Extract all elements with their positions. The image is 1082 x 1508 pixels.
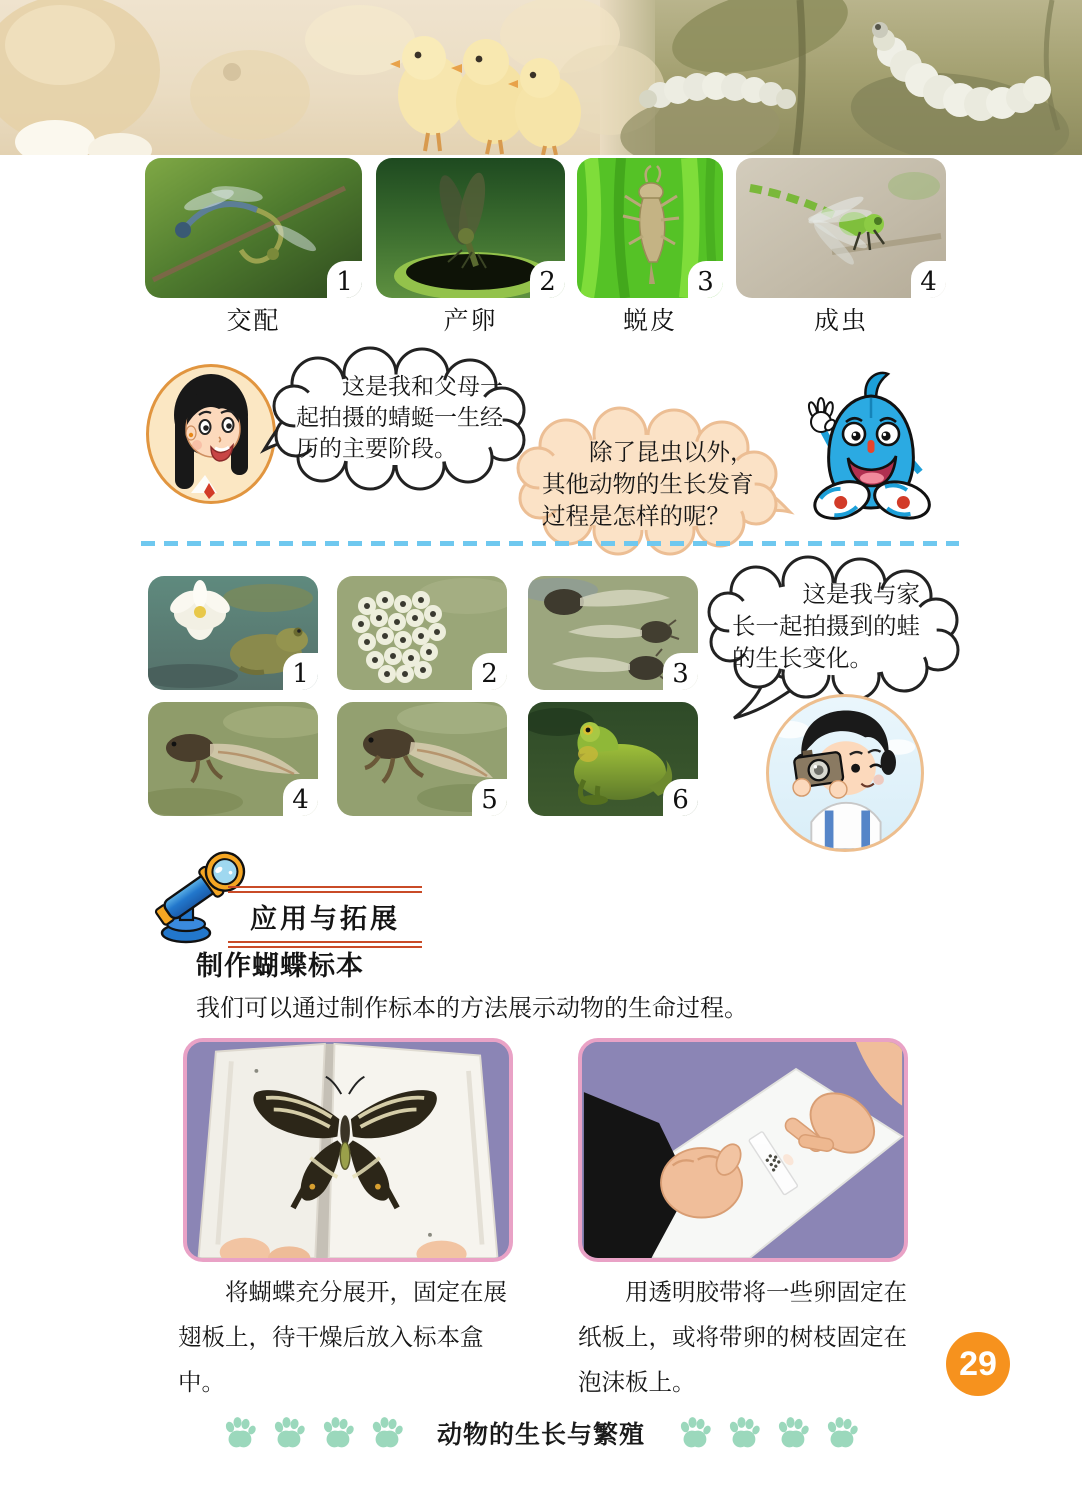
footer-chapter-title: 动物的生长与繁殖 — [436, 1421, 645, 1449]
paw-icon — [272, 1417, 306, 1449]
girl-illustration — [149, 367, 273, 501]
extension-header-box — [228, 886, 422, 948]
paw-icon — [321, 1417, 355, 1449]
figure-number: 6 — [663, 779, 698, 816]
robot-illustration — [796, 370, 946, 530]
frog-photo-froglet — [337, 702, 507, 816]
girl-bubble-text: 这是我和父母一起拍摄的蜻蜓一生经历的主要阶段。 — [296, 374, 503, 462]
paw-icon — [223, 1417, 257, 1449]
boy-bubble-text: 这是我与家长一起拍摄到的蛙的生长变化。 — [732, 580, 920, 672]
paw-icon — [370, 1417, 404, 1449]
stage-label-mating: 交配 — [226, 306, 281, 335]
figure-number: 3 — [663, 653, 698, 690]
robot-speech-bubble — [510, 408, 792, 558]
page-number-badge — [946, 1332, 1010, 1396]
dragonfly-photo-adult — [736, 158, 946, 298]
figure-number: 4 — [911, 261, 946, 298]
robot-mascot — [796, 370, 946, 530]
activity-title: 制作蝴蝶标本 — [196, 951, 364, 981]
extension-header-title: 应用与拓展 — [250, 904, 400, 934]
dragonfly-photo-molting — [577, 158, 723, 298]
boy-with-camera-illustration — [769, 697, 921, 849]
paw-icon — [776, 1417, 810, 1449]
girl-avatar — [146, 364, 276, 504]
frog-photo-tadpoles — [528, 576, 698, 690]
figure-number: 2 — [530, 261, 565, 298]
section-divider — [141, 541, 959, 546]
stage-label-adult: 成虫 — [813, 306, 868, 335]
header-rule-top — [228, 886, 422, 893]
girl-speech-bubble — [266, 350, 536, 495]
paw-icon — [825, 1417, 859, 1449]
paw-icon — [727, 1417, 761, 1449]
figure-number: 1 — [283, 653, 318, 690]
paw-icon — [678, 1417, 712, 1449]
robot-bubble-text: 除了昆虫以外，其他动物的生长发育过程是怎样的呢？ — [542, 438, 754, 530]
figure-number: 4 — [283, 779, 318, 816]
caption-tape-eggs: 用透明胶带将一些卵固定在纸板上，或将带卵的树枝固定在泡沫板上。 — [578, 1278, 907, 1396]
frog-photo-adult-green — [528, 702, 698, 816]
boy-avatar — [766, 694, 924, 852]
figure-number: 3 — [688, 261, 723, 298]
butterfly-specimen-photo — [183, 1038, 513, 1262]
stage-label-molting: 蜕皮 — [622, 306, 677, 335]
stage-label-egg-laying: 产卵 — [443, 306, 498, 335]
taping-eggs-photo — [578, 1038, 908, 1262]
figure-number: 5 — [472, 779, 507, 816]
frog-photo-eggs — [337, 576, 507, 690]
dragonfly-photo-egg-laying — [376, 158, 565, 298]
dragonfly-photo-mating — [145, 158, 362, 298]
figure-number: 1 — [327, 261, 362, 298]
frog-photo-adult-lily — [148, 576, 318, 690]
chicks-and-silkworms-photo — [0, 0, 1082, 155]
caption-spreading-board: 将蝴蝶充分展开，固定在展翅板上，待干燥后放入标本盒中。 — [178, 1278, 507, 1396]
frog-photo-tadpole-legs — [148, 702, 318, 816]
figure-number: 2 — [472, 653, 507, 690]
footer — [0, 1415, 1082, 1451]
page-number: 29 — [959, 1344, 997, 1383]
activity-intro-text: 我们可以通过制作标本的方法展示动物的生命过程。 — [196, 994, 748, 1022]
banner-photo-strip — [0, 0, 1082, 155]
